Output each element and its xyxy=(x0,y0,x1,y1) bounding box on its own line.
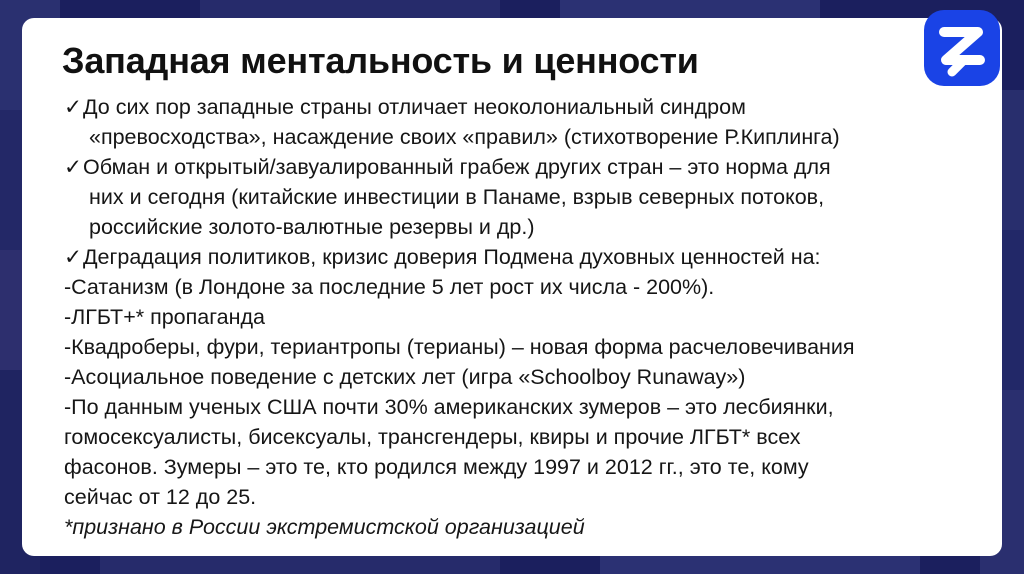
check-bullet xyxy=(64,92,964,152)
dash-item: -По данным ученых США почти 30% американских зумеров – это лесбиянки, xyxy=(64,395,834,419)
slide-card xyxy=(22,18,1002,556)
slide-content xyxy=(64,92,964,542)
dash-item: -Асоциальное поведение с детских лет (игра «Schoolboy Runaway») xyxy=(64,365,746,389)
slide-title: Западная ментальность и ценности xyxy=(62,40,699,81)
dash-item: -Сатанизм (в Лондоне за последние 5 лет рост их числа - 200%). xyxy=(64,275,715,299)
bullet-line xyxy=(64,152,964,182)
checkmark-icon: ✓ xyxy=(64,95,83,119)
checkmark-icon: ✓ xyxy=(64,245,83,269)
z-letter-logo-icon xyxy=(924,10,1000,86)
bullet-text: До сих пор западные страны отличает неоколониальный синдром xyxy=(83,95,746,119)
dash-item: сейчас от 12 до 25. xyxy=(64,485,257,509)
check-bullet xyxy=(64,152,964,242)
bg-tile xyxy=(560,0,820,18)
bullet-text: Деградация политиков, кризис доверия Подмена духовных ценностей на: xyxy=(83,245,821,269)
dash-item: гомосексуалисты, бисексуалы, трансгендеры, квиры и прочие ЛГБТ* всех xyxy=(64,425,801,449)
bullet-text: Обман и открытый/завуалированный грабеж других стран – это норма для xyxy=(83,155,831,179)
checkmark-icon: ✓ xyxy=(64,155,83,179)
bg-tile xyxy=(200,0,500,18)
bullet-line: «превосходства», насаждение своих «правил» (стихотворение Р.Киплинга) xyxy=(89,125,840,149)
bullet-line xyxy=(64,92,964,122)
check-bullet xyxy=(64,242,964,272)
bullet-line: них и сегодня (китайские инвестиции в Панаме, взрыв северных потоков, xyxy=(89,185,825,209)
bg-tile xyxy=(600,556,920,574)
dash-item: -Квадроберы, фури, териантропы (терианы) – новая форма расчеловечивания xyxy=(64,335,855,359)
bg-tile xyxy=(100,556,500,574)
z-letter-logo-shape xyxy=(924,10,1000,86)
dash-item: фасонов. Зумеры – это те, кто родился между 1997 и 2012 гг., это те, кому xyxy=(64,455,809,479)
bullet-line: российские золото-валютные резервы и др.) xyxy=(89,215,535,239)
bullet-line xyxy=(64,242,964,272)
dash-item: -ЛГБТ+* пропаганда xyxy=(64,305,265,329)
footnote: *признано в России экстремистской организацией xyxy=(64,515,585,539)
